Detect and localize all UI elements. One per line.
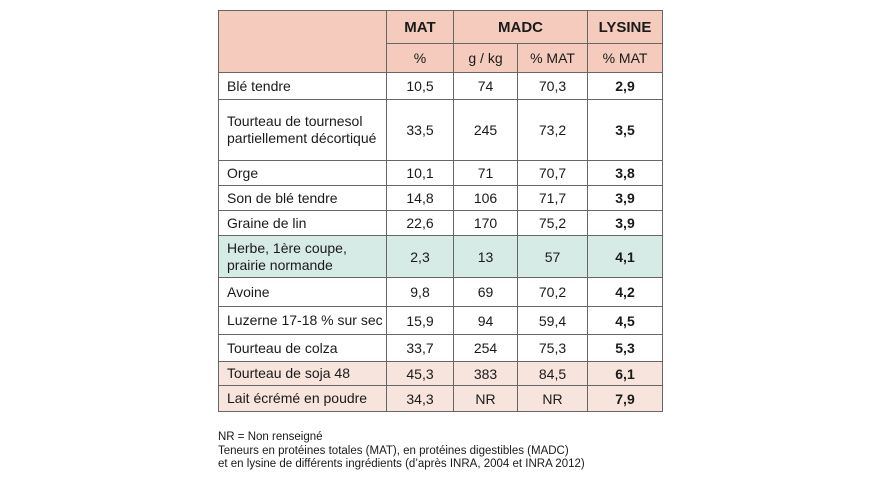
table-row — [219, 362, 663, 386]
mat-value-cell: 22,6 — [387, 211, 454, 236]
table-row — [219, 307, 663, 335]
madc-pct-value-cell: 59,4 — [518, 307, 588, 335]
table-row — [219, 100, 663, 161]
lysine-value-cell: 4,1 — [588, 236, 663, 278]
mat-value-cell: 10,1 — [387, 161, 454, 186]
ingredient-name-cell: Graine de lin — [219, 211, 387, 236]
header-unit-madc-gkg: g / kg — [454, 44, 518, 73]
lysine-value-cell: 3,5 — [588, 100, 663, 161]
madc-gkg-value-cell: 170 — [454, 211, 518, 236]
caption-line-2: et en lysine de différents ingrédients (d’après INRA, 2004 et INRA 2012) — [218, 458, 585, 470]
mat-value-cell: 33,7 — [387, 335, 454, 362]
table-row — [219, 161, 663, 186]
madc-gkg-value-cell: 74 — [454, 73, 518, 100]
madc-gkg-value-cell: 94 — [454, 307, 518, 335]
header-row-1 — [219, 11, 663, 44]
ingredient-name-cell: Luzerne 17-18 % sur sec — [219, 307, 387, 335]
madc-gkg-value-cell: 71 — [454, 161, 518, 186]
mat-value-cell: 45,3 — [387, 362, 454, 386]
madc-pct-value-cell: 75,3 — [518, 335, 588, 362]
header-mat: MAT — [387, 11, 454, 44]
protein-content-table — [218, 10, 663, 412]
madc-gkg-value-cell: 245 — [454, 100, 518, 161]
madc-pct-value-cell: 71,7 — [518, 186, 588, 211]
nr-legend: NR = Non renseigné — [218, 431, 323, 443]
ingredient-name-cell: Blé tendre — [219, 73, 387, 100]
madc-gkg-value-cell: 383 — [454, 362, 518, 386]
madc-pct-value-cell: 70,3 — [518, 73, 588, 100]
table-row — [219, 211, 663, 236]
ingredient-name-cell: Avoine — [219, 278, 387, 307]
table-row — [219, 73, 663, 100]
lysine-value-cell: 4,5 — [588, 307, 663, 335]
madc-pct-value-cell: 70,7 — [518, 161, 588, 186]
header-lysine: LYSINE — [588, 11, 663, 44]
lysine-value-cell: 2,9 — [588, 73, 663, 100]
madc-gkg-value-cell: 69 — [454, 278, 518, 307]
mat-value-cell: 15,9 — [387, 307, 454, 335]
mat-value-cell: 34,3 — [387, 386, 454, 412]
header-empty-cell — [219, 11, 387, 73]
table-row — [219, 186, 663, 211]
ingredient-name-cell: Son de blé tendre — [219, 186, 387, 211]
ingredient-name-cell: Lait écrémé en poudre — [219, 386, 387, 412]
madc-pct-value-cell: 84,5 — [518, 362, 588, 386]
lysine-value-cell: 6,1 — [588, 362, 663, 386]
mat-value-cell: 2,3 — [387, 236, 454, 278]
lysine-value-cell: 3,8 — [588, 161, 663, 186]
ingredient-name-cell: Tourteau de soja 48 — [219, 362, 387, 386]
table-row — [219, 386, 663, 412]
mat-value-cell: 10,5 — [387, 73, 454, 100]
madc-gkg-value-cell: NR — [454, 386, 518, 412]
table-row — [219, 236, 663, 278]
madc-pct-value-cell: 70,2 — [518, 278, 588, 307]
madc-gkg-value-cell: 254 — [454, 335, 518, 362]
header-unit-lysine: % MAT — [588, 44, 663, 73]
table-row — [219, 335, 663, 362]
header-unit-madc-pct: % MAT — [518, 44, 588, 73]
mat-value-cell: 9,8 — [387, 278, 454, 307]
madc-pct-value-cell: 57 — [518, 236, 588, 278]
madc-pct-value-cell: NR — [518, 386, 588, 412]
lysine-value-cell: 7,9 — [588, 386, 663, 412]
table-notes — [218, 431, 585, 472]
lysine-value-cell: 3,9 — [588, 211, 663, 236]
lysine-value-cell: 3,9 — [588, 186, 663, 211]
header-unit-mat: % — [387, 44, 454, 73]
ingredient-name-cell: Orge — [219, 161, 387, 186]
header-madc: MADC — [454, 11, 588, 44]
table-body — [219, 73, 663, 412]
ingredient-name-cell: Herbe, 1ère coupe, prairie normande — [219, 236, 387, 278]
mat-value-cell: 14,8 — [387, 186, 454, 211]
madc-gkg-value-cell: 13 — [454, 236, 518, 278]
madc-pct-value-cell: 75,2 — [518, 211, 588, 236]
lysine-value-cell: 5,3 — [588, 335, 663, 362]
ingredient-name-cell: Tourteau de colza — [219, 335, 387, 362]
ingredient-name-cell: Tourteau de tournesol partiellement décortiqué — [219, 100, 387, 161]
mat-value-cell: 33,5 — [387, 100, 454, 161]
caption-line-1: Teneurs en protéines totales (MAT), en protéines digestibles (MADC) — [218, 444, 569, 457]
madc-pct-value-cell: 73,2 — [518, 100, 588, 161]
lysine-value-cell: 4,2 — [588, 278, 663, 307]
madc-gkg-value-cell: 106 — [454, 186, 518, 211]
table-row — [219, 278, 663, 307]
